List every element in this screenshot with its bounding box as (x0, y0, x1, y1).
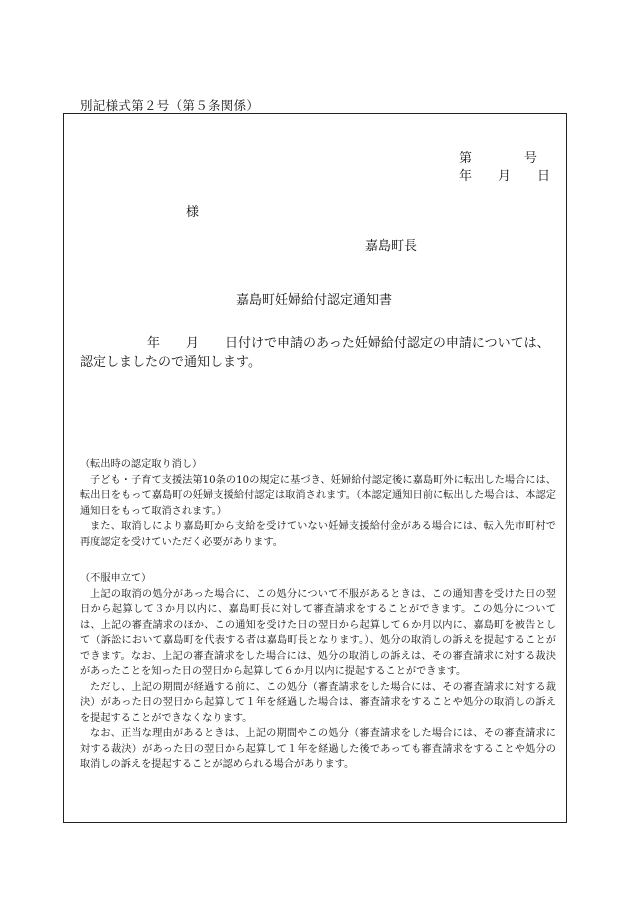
notice-date: 年 月 日 (459, 169, 551, 184)
page-title: 嘉島町妊婦給付認定通知書 (236, 293, 393, 308)
transfer-paragraph: 子ども・子育て支援法第10条の10の規定に基づき、妊婦給付認定後に嘉島町外に転出した場合には、転出日をもって嘉島町の妊婦支援給付認定は取消されます。（本認定通知日前に転出した場合は、本認定通知日をもって取消されます。） (80, 474, 556, 517)
appeal-paragraph: ただし、上記の期間が経過する前に、この処分（審査請求をした場合には、その審査請求に対する裁決）があった日の翌日から起算して１年を経過した場合は、審査請求をすることや処分の取消しの訴えを提起することができなくなります。 (80, 681, 556, 724)
appeal-section (80, 571, 556, 773)
form-label: 別記様式第２号（第５条関係） (80, 98, 260, 113)
issuer: 嘉島町長 (365, 239, 418, 254)
transfer-heading: （転出時の認定取り消し） (80, 459, 203, 470)
appeal-paragraph: 上記の取消の処分があった場合に、この処分について不服があるときは、この通知書を受けた日の翌日から起算して３か月以内に、嘉島町長に対して審査請求をすることができます。この処分については、上記の審査請求のほか、この通知を受けた日の翌日から起算して６か月以内に、嘉島町を被告として（訴訟において嘉島町を代表する者は嘉島町長となります。）、処分の取消しの訴えを提起することができます。なお、上記の審査請求をした場合には、処分の取消しの訴えは、その審査請求に対する裁決があったことを知った日の翌日から起算して６か月以内に提起することができます。 (80, 588, 556, 677)
transfer-section (80, 457, 556, 550)
transfer-paragraph: また、取消しにより嘉島町から支給を受けていない妊婦支援給付金がある場合には、転入先市町村で再度認定を受けていただく必要があります。 (80, 521, 556, 548)
addressee: 様 (186, 205, 200, 220)
notice-number: 第 号 (459, 151, 538, 166)
appeal-heading: （不服申立て） (80, 573, 152, 584)
appeal-paragraph: なお、正当な理由があるときは、上記の期間やこの処分（審査請求をした場合には、その審査請求に対する裁決）があった日の翌日から起算して１年を経過した後であっても審査請求をすることや処分の取消しの訴えを提起することが認められる場合があります。 (80, 728, 556, 770)
notice-body: 年 月 日付けで申請のあった妊婦給付認定の申請については、認定しましたので通知します。 (80, 336, 550, 370)
